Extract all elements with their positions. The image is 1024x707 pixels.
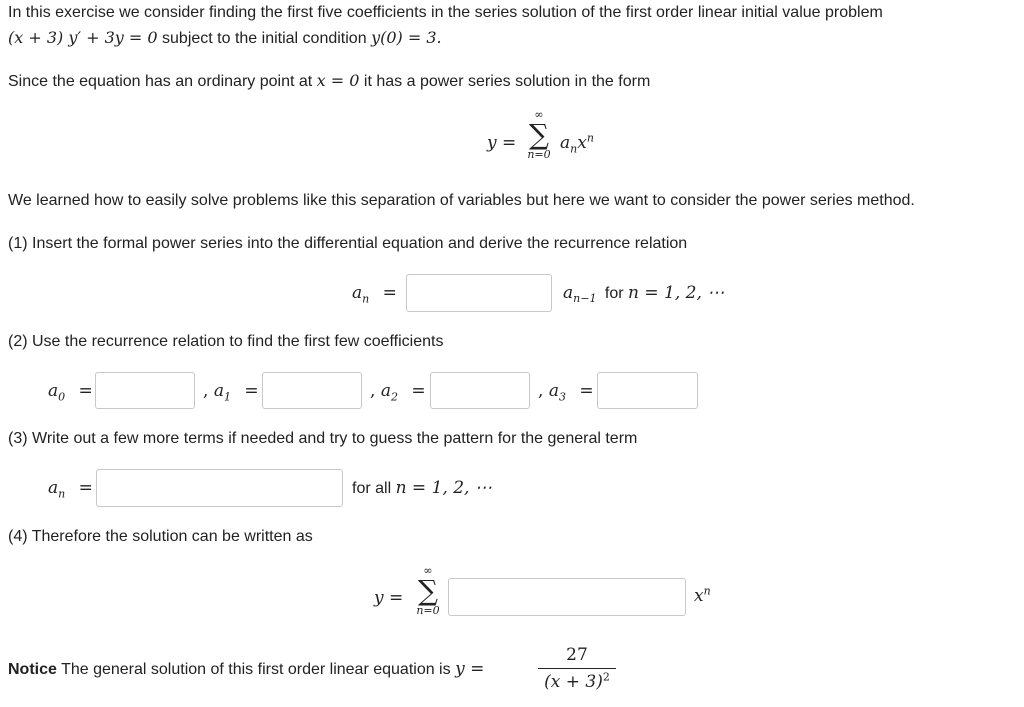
a2-input[interactable] — [430, 372, 530, 409]
denominator-exponent: 2 — [602, 670, 610, 684]
recurrence-input[interactable] — [406, 274, 552, 312]
a2-letter: a — [380, 381, 391, 401]
a1-comma: , — [203, 381, 209, 401]
step1-lhs — [352, 283, 397, 306]
ode-equation: (x + 3) y′ + 3y = 0 — [8, 28, 158, 47]
step3-text: (3) Write out a few more terms if needed and try to guess the pattern for the general term — [8, 430, 638, 447]
coef-a1-label — [203, 381, 259, 404]
a2-equals: = — [411, 381, 426, 401]
a3-sub: 3 — [558, 390, 566, 404]
term-a-sub: n — [570, 142, 578, 156]
step2-text: (2) Use the recurrence relation to find the first few coefficients — [8, 333, 444, 350]
general-solution-fraction — [538, 645, 616, 693]
series-lower-limit: n=0 — [527, 148, 551, 161]
step3-range: n = 1, 2, ⋯ — [395, 478, 492, 498]
term-x: x — [577, 133, 587, 153]
step1-a-sub: n — [362, 292, 370, 306]
a3-equals: = — [579, 381, 594, 401]
notice-lhs: y = — [455, 659, 485, 679]
notice-line — [8, 659, 484, 680]
series-upper-limit: ∞ — [534, 108, 544, 121]
ordinary-point-text: Since the equation has an ordinary point at — [8, 73, 313, 90]
a3-letter: a — [548, 381, 559, 401]
term-a: a — [560, 133, 571, 153]
intro-line-2 — [8, 28, 442, 49]
general-term-input[interactable] — [96, 469, 343, 507]
intro-line-1: In this exercise we consider finding the first five coefficients in the series solution of the first order linear initial value problem — [8, 4, 883, 21]
coef-a3-label — [538, 381, 594, 404]
step3-a: a — [48, 478, 59, 498]
step3-range-line — [352, 478, 492, 499]
ordinary-point-line — [8, 71, 650, 92]
step4-lhs: y = — [374, 588, 404, 608]
step1-a: a — [352, 283, 363, 303]
a1-input[interactable] — [262, 372, 362, 409]
step4-upper-limit: ∞ — [423, 564, 433, 577]
step4-x: x — [694, 586, 704, 606]
a1-letter: a — [213, 381, 224, 401]
step4-lower-limit: n=0 — [416, 604, 440, 617]
step1-rhs — [563, 283, 724, 304]
coef-a0-label — [48, 381, 93, 404]
step1-rhs-a: a — [563, 283, 574, 303]
step4-sigma — [413, 565, 443, 617]
step4-x-power — [694, 586, 711, 606]
initial-condition: y(0) = 3. — [371, 28, 442, 47]
step3-lhs — [48, 478, 93, 501]
step4-x-sup: n — [703, 584, 711, 598]
fraction-numerator: 27 — [566, 645, 588, 665]
a1-equals: = — [244, 381, 259, 401]
a3-input[interactable] — [597, 372, 698, 409]
sigma-symbol: ∑ — [529, 118, 549, 151]
step1-rhs-sub: n−1 — [573, 292, 597, 306]
a0-equals: = — [78, 381, 93, 401]
notice-bold: Notice — [8, 661, 57, 678]
subject-text: subject to the initial condition — [162, 30, 367, 47]
step1-range: n = 1, 2, ⋯ — [628, 283, 725, 303]
ordinary-point-value: x = 0 — [316, 71, 360, 90]
a0-letter: a — [48, 381, 59, 401]
series-term — [560, 131, 594, 156]
step4-text: (4) Therefore the solution can be written as — [8, 528, 313, 545]
notice-text: The general solution of this first order linear equation is — [61, 661, 451, 678]
step1-for-text: for — [604, 285, 624, 302]
step3-for-all: for all — [352, 480, 392, 497]
a2-comma: , — [370, 381, 376, 401]
separation-text: We learned how to easily solve problems like this separation of variables but here we want to consider the power series method. — [8, 192, 915, 209]
denominator-base: (x + 3) — [544, 672, 603, 692]
a3-comma: , — [538, 381, 544, 401]
power-series-text: it has a power series solution in the form — [363, 73, 651, 90]
fraction-denominator — [538, 671, 616, 693]
step3-equals: = — [78, 478, 93, 498]
step1-text: (1) Insert the formal power series into the differential equation and derive the recurrence relation — [8, 235, 688, 252]
a0-sub: 0 — [58, 390, 66, 404]
series-sigma — [524, 109, 554, 161]
a1-sub: 1 — [223, 390, 231, 404]
fraction-bar — [538, 668, 616, 669]
series-term-input[interactable] — [448, 578, 686, 616]
step4-sigma-symbol: ∑ — [418, 574, 438, 607]
coef-a2-label — [370, 381, 426, 404]
term-x-sup: n — [586, 131, 594, 145]
step3-a-sub: n — [58, 487, 66, 501]
step1-equals: = — [382, 283, 397, 303]
series-lhs: y = — [487, 133, 517, 153]
a2-sub: 2 — [390, 390, 398, 404]
a0-input[interactable] — [95, 372, 195, 409]
